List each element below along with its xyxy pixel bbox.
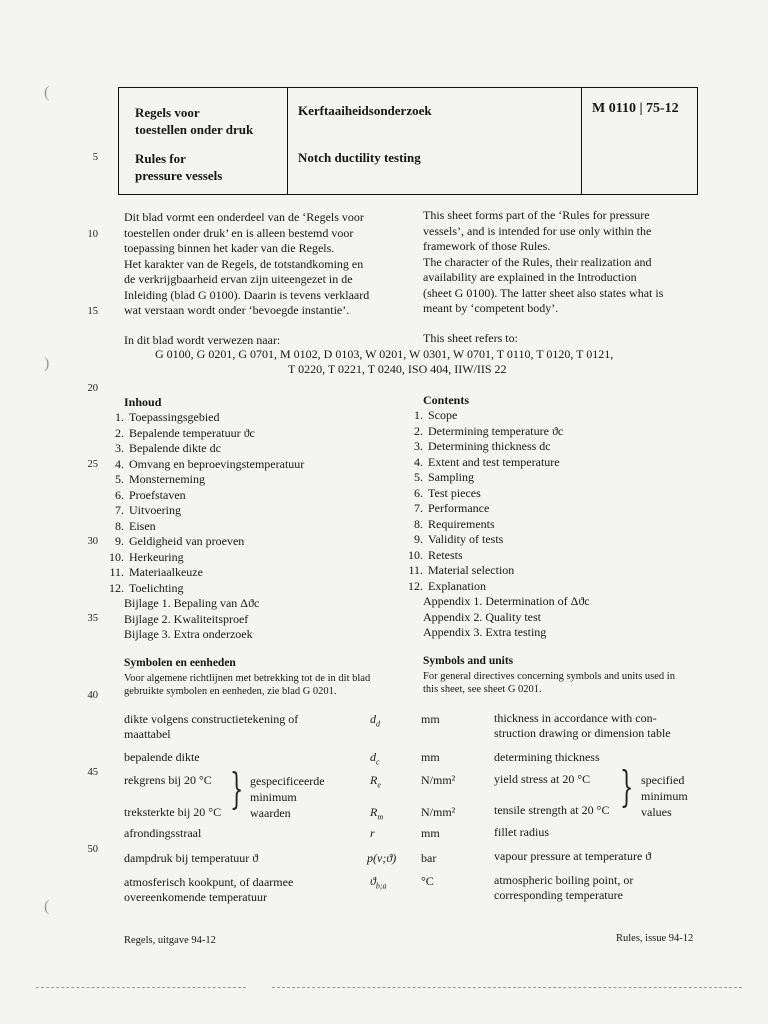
symbol: $d_d$ — [370, 712, 380, 729]
list-item: 3. Determining thickness dc — [414, 439, 551, 453]
contents-title-en: Contents — [423, 393, 470, 407]
punch-hole-mark: ) — [44, 355, 50, 372]
intro-nl: Dit blad vormt een onderdeel van de ‘Regels voor toestellen onder druk’ en is alleen bestemd voor toepassing binnen het kader van die Regels. Het karakter van de Regels, de totstandkoming en de verkrijgbaarheid ervan zijn uiteengezet in de Inleiding (blad G 0100). Daarin is tevens verklaard wat verstaan wordt onder ‘bevoegde instantie’. — [124, 210, 370, 317]
line-number: 50 — [87, 844, 98, 855]
symbol-desc-en: vapour pressure at temperature ϑ — [494, 849, 652, 863]
list-item: 3. Bepalende dikte dc — [115, 441, 221, 455]
line-number: 20 — [87, 383, 98, 394]
unit: mm — [421, 750, 440, 764]
list-item: 12. Toelichting — [109, 580, 184, 595]
symbol-desc-nl: atmosferisch kookpunt, of daarmee overeenkomende temperatuur — [124, 875, 294, 904]
list-item: 5. Sampling — [414, 470, 475, 484]
header-divider — [581, 88, 582, 194]
brace-label-nl: gespecificeerde minimum waarden — [250, 774, 325, 820]
references-line-2: T 0220, T 0221, T 0240, ISO 404, IIW/IIS 22 — [288, 362, 507, 376]
punch-hole-mark: ( — [44, 898, 50, 915]
list-item: 11. Material selection — [408, 563, 515, 577]
symbol-desc-nl: rekgrens bij 20 °C — [124, 773, 212, 787]
list-item: 5. Monsterneming — [115, 472, 205, 486]
symbol: r — [370, 826, 375, 840]
unit: N/mm² — [421, 773, 456, 787]
symbol-desc-nl: dikte volgens constructietekening of maattabel — [124, 712, 299, 741]
symbol: $ϑ_{b;a}$ — [370, 874, 387, 891]
scan-rule — [272, 987, 742, 988]
scan-rule — [36, 987, 246, 988]
footer-right: Rules, issue 94-12 — [616, 933, 694, 944]
list-item: 10. Herkeuring — [109, 549, 184, 564]
unit: °C — [421, 874, 434, 888]
symbol-desc-nl: bepalende dikte — [124, 750, 200, 764]
line-number: 35 — [87, 613, 98, 624]
brace-label-en: specified minimum values — [641, 773, 688, 819]
subject-en: Notch ductility testing — [298, 150, 421, 165]
symbol-desc-en: thickness in accordance with con- struction drawing or dimension table — [494, 711, 671, 740]
symbol-desc-en: yield stress at 20 °C — [494, 772, 591, 786]
symbol-desc-en: fillet radius — [494, 825, 549, 839]
unit: mm — [421, 826, 440, 840]
symbol-desc-en: atmospheric boiling point, or corresponding temperature — [494, 873, 634, 902]
appendices-nl: Bijlage 1. Bepaling van Δϑc Bijlage 2. Kwaliteitsproef Bijlage 3. Extra onderzoek — [124, 596, 260, 641]
title-en: Rules for pressure vessels — [135, 151, 223, 183]
line-number: 5 — [92, 152, 98, 163]
symbol-desc-nl: afrondingsstraal — [124, 826, 202, 840]
brace: } — [620, 762, 634, 811]
list-item: 11. Materiaalkeuze — [109, 565, 203, 579]
symbol: $R_m$ — [370, 805, 384, 822]
line-number: 15 — [87, 306, 98, 317]
line-number: 45 — [87, 767, 98, 778]
list-item: 4. Omvang en beproevingstemperatuur — [115, 456, 305, 471]
list-item: 12. Explanation — [408, 578, 486, 593]
symbols-note-nl: Voor algemene richtlijnen met betrekking tot de in dit blad gebruikte symbolen en eenheden, zie blad G 0201. — [124, 673, 371, 697]
list-item: 8. Requirements — [414, 516, 495, 531]
symbol-desc-en: tensile strength at 20 °C — [494, 803, 610, 817]
list-item: 1. Scope — [414, 408, 458, 422]
contents-list-nl — [107, 410, 304, 596]
sheet-code: M 0110 | 75-12 — [592, 101, 679, 116]
punch-hole-mark: ( — [44, 84, 50, 101]
symbol: $d_c$ — [370, 750, 380, 767]
symbol-desc-nl: treksterkte bij 20 °C — [124, 805, 222, 819]
unit: bar — [421, 851, 437, 865]
header-divider — [287, 88, 288, 194]
list-item: 10. Retests — [408, 547, 463, 562]
line-number: 40 — [87, 690, 98, 701]
references-label-nl: In dit blad wordt verwezen naar: — [124, 333, 281, 347]
contents-title-nl: Inhoud — [124, 395, 162, 409]
list-item: 6. Test pieces — [414, 485, 481, 500]
unit: N/mm² — [421, 805, 456, 819]
unit: mm — [421, 712, 440, 726]
references-label-en: This sheet refers to: — [423, 331, 518, 345]
list-item: 7. Uitvoering — [115, 503, 181, 517]
list-item: 7. Performance — [414, 501, 490, 515]
brace: } — [230, 764, 244, 813]
subject-nl: Kerftaaiheidsonderzoek — [298, 103, 432, 118]
line-number: 25 — [87, 459, 98, 470]
list-item: 9. Geldigheid van proeven — [115, 534, 245, 548]
list-item: 1. Toepassingsgebied — [115, 410, 220, 424]
references-line-1: G 0100, G 0201, G 0701, M 0102, D 0103, W 0201, W 0301, W 0701, T 0110, T 0120, T 0121, — [155, 347, 614, 361]
appendices-en: Appendix 1. Determination of Δϑc Appendix 2. Quality test Appendix 3. Extra testing — [423, 594, 590, 639]
intro-en: This sheet forms part of the ‘Rules for pressure vessels’, and is intended for use only within the framework of those Rules. The character of the Rules, their realization and availability are explained in the Introduction (sheet G 0100). The latter sheet also states what is meant by ‘competent body’. — [423, 208, 664, 315]
title-nl: Regels voor toestellen onder druk — [135, 105, 254, 137]
symbols-title-en: Symbols and units — [423, 655, 514, 667]
list-item: 2. Determining temperature ϑc — [414, 423, 564, 438]
symbol-desc-nl: dampdruk bij temperatuur ϑ — [124, 851, 259, 865]
list-item: 4. Extent and test temperature — [414, 454, 560, 469]
line-number: 30 — [87, 536, 98, 547]
symbols-note-en: For general directives concerning symbols and units used in this sheet, see sheet G 0201. — [423, 671, 675, 695]
symbol: $R_e$ — [370, 773, 381, 790]
symbol: p(v;ϑ) — [367, 851, 397, 865]
list-item: 6. Proefstaven — [115, 487, 186, 502]
contents-list-en — [406, 408, 563, 594]
symbols-title-nl: Symbolen en eenheden — [124, 657, 236, 669]
list-item: 9. Validity of tests — [414, 532, 504, 546]
symbol-desc-en: determining thickness — [494, 750, 600, 764]
footer-left: Regels, uitgave 94-12 — [124, 935, 216, 946]
list-item: 8. Eisen — [115, 518, 156, 533]
list-item: 2. Bepalende temperatuur ϑc — [115, 425, 255, 440]
line-number: 10 — [87, 229, 98, 240]
